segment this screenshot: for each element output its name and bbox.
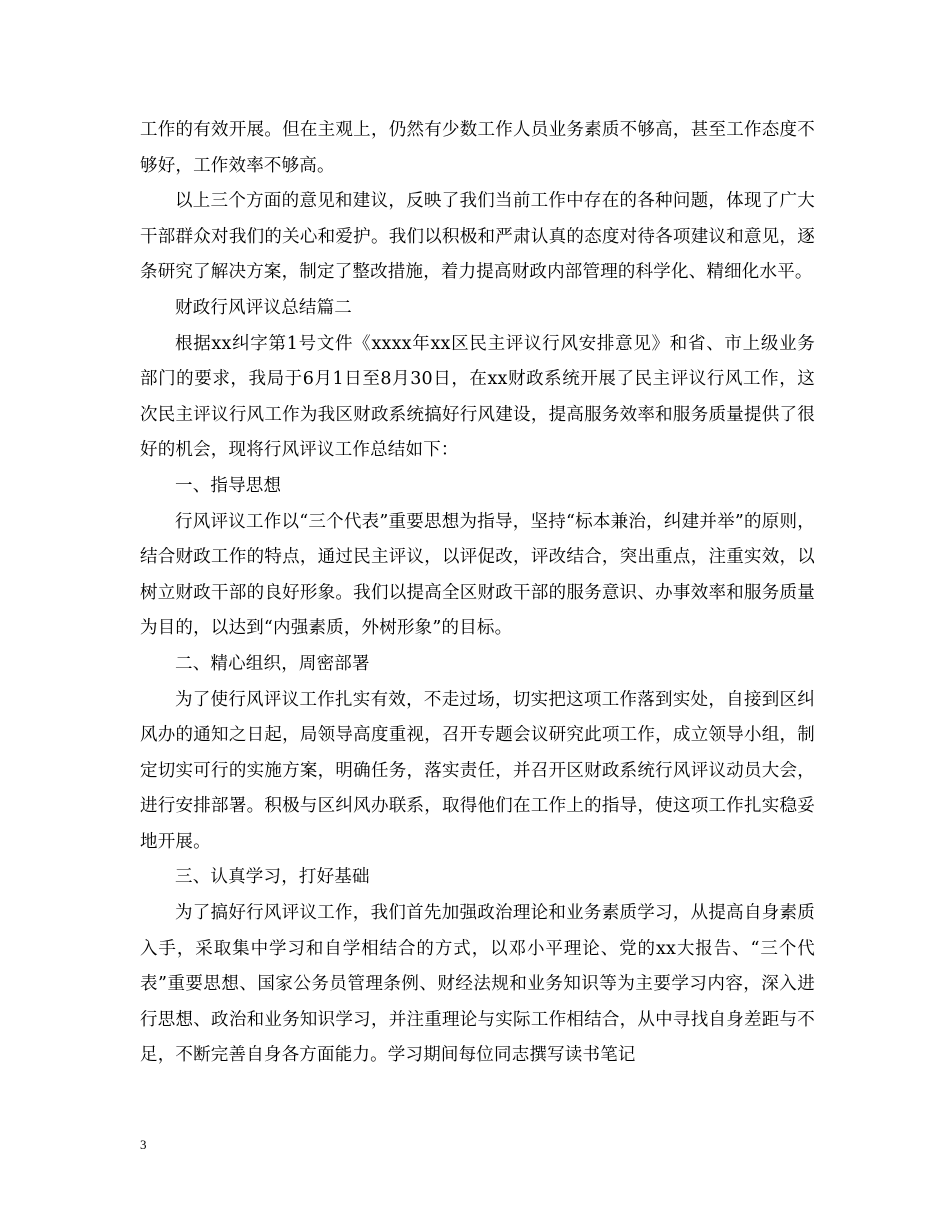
paragraph-organization: 为了使行风评议工作扎实有效，不走过场，切实把这项工作落到实处，自接到区纠风办的通知之日起，局领导高度重视，召开专题会议研究此项工作，成立领导小组，制定切实可行的实施方案，明确任务，落实责任，并召开区财政系统行风评议动员大会，进行安排部署。积极与区纠风办联系，取得他们在工作上的指导，使这项工作扎实稳妥地开展。 bbox=[140, 689, 815, 852]
paragraph-guiding-thought: 行风评议工作以“三个代表”重要思想为指导，坚持“标本兼治，纠建并举”的原则，结合财政工作的特点，通过民主评议，以评促改，评改结合，突出重点，注重实效，以树立财政干部的良好形象。我们以提高全区财政干部的服务意识、办事效率和服务质量为目的，以达到“内强素质，外树形象”的目标。 bbox=[140, 511, 815, 639]
paragraph-intro: 根据xx纠字第1号文件《xxxx年xx区民主评议行风安排意见》和省、市上级业务部门的要求，我局于6月1日至8月30日，在xx财政系统开展了民主评议行风工作，这次民主评议行风工作为我区财政系统搞好行风建设，提高服务效率和服务质量提供了很好的机会，现将行风评议工作总结如下： bbox=[140, 333, 815, 461]
paragraph-continuation: 工作的有效开展。但在主观上，仍然有少数工作人员业务素质不够高，甚至工作态度不够好，工作效率不够高。 bbox=[140, 120, 815, 176]
heading-organization: 二、精心组织，周密部署 bbox=[175, 653, 370, 674]
document-body bbox=[140, 113, 815, 1074]
heading-study: 三、认真学习，打好基础 bbox=[175, 867, 370, 888]
paragraph-feedback-summary: 以上三个方面的意见和建议，反映了我们当前工作中存在的各种问题，体现了广大干部群众对我们的关心和爱护。我们以积极和严肃认真的态度对待各项建议和意见，逐条研究了解决方案，制定了整改措施，着力提高财政内部管理的科学化、精细化水平。 bbox=[140, 191, 815, 283]
paragraph-study: 为了搞好行风评议工作，我们首先加强政治理论和业务素质学习，从提高自身素质入手，采取集中学习和自学相结合的方式，以邓小平理论、党的xx大报告、“三个代表”重要思想、国家公务员管理条例、财经法规和业务知识等为主要学习内容，深入进行思想、政治和业务知识学习，并注重理论与实际工作相结合，从中寻找自身差距与不足，不断完善自身各方面能力。学习期间每位同志撰写读书笔记 bbox=[140, 903, 815, 1066]
page-number: 3 bbox=[140, 1137, 147, 1152]
section-title: 财政行风评议总结篇二 bbox=[175, 297, 352, 318]
heading-guiding-thought: 一、指导思想 bbox=[175, 475, 282, 496]
